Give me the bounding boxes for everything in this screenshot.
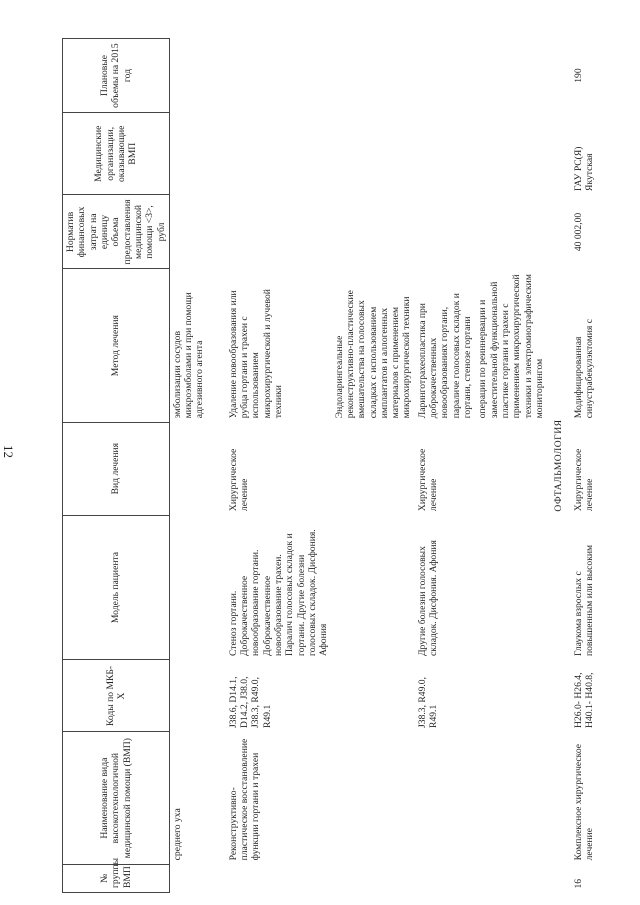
cell-volume (475, 39, 547, 113)
cell-volume: 190 (572, 68, 584, 83)
cell-name (475, 732, 547, 864)
cell-orgs (332, 113, 415, 195)
table-row (332, 39, 415, 893)
cell-treatment-type (169, 422, 207, 515)
cell-cost (332, 195, 415, 269)
cell-method: эмболизации сосудов микроэмболами и при помощи адгезивного агента (171, 292, 206, 419)
table-row (169, 39, 207, 893)
cell-cost (169, 195, 207, 269)
header-name: Наименование вида высокотехнологичной медицинской помощи (ВМП) (63, 732, 170, 864)
cell-name: Комплексное хирургическое лечение (572, 743, 595, 861)
section-row (547, 39, 570, 893)
cell-group (415, 864, 476, 892)
cell-orgs (226, 113, 332, 195)
header-model: Модель пациента (63, 515, 170, 660)
cell-model (332, 515, 415, 660)
table-row (415, 39, 476, 893)
header-orgs: Медицинские организации, оказывающие ВМП (63, 113, 170, 195)
cell-cost (415, 195, 476, 269)
cell-codes (169, 660, 207, 732)
cell-method: операции по реиннервации и заместительной функциональной пластике гортани и трахеи с применением микрохирургической техники и электромиографическим мониторингом (477, 274, 545, 419)
cell-name (332, 732, 415, 864)
cell-group (332, 864, 415, 892)
header-volume: Плановые объемы на 2015 год (63, 39, 170, 113)
header-cost: Норматив финансовых затрат на единицу объема предоставления медицинской помощи <3>, рубл (63, 195, 170, 269)
cell-method: Эндоларингеальные реконструктивно-пластические вмешательства на голосовых складках с использованием имплантатов и аллогенных материалов с применением микрохирургической техники (333, 290, 413, 419)
cell-model: Глаукома взрослых с повышенным или высоким (572, 544, 595, 656)
header-group: № группы ВМП (63, 864, 170, 892)
cell-codes: J38.3, R49.0, R49.1 (416, 677, 440, 728)
header-row (63, 39, 170, 893)
header-treatment-type: Вид лечения (63, 422, 170, 515)
cell-orgs (169, 113, 207, 195)
header-codes: Коды по МКБ-Х (63, 660, 170, 732)
section-title: ОФТАЛЬМОЛОГИЯ (553, 419, 565, 512)
cell-name (415, 732, 476, 864)
rotated-document (62, 38, 622, 893)
cell-name: Реконструктивно-пластическое восстановление функции гортани и трахеи (227, 738, 262, 861)
cell-group (169, 864, 207, 892)
cell-model (475, 515, 547, 660)
cell-codes (475, 660, 547, 732)
cell-name: среднего уха (171, 808, 183, 861)
cell-cost (475, 195, 547, 269)
cell-method: Модифицированная синустрабекулэктомия с (572, 319, 595, 419)
cell-codes: H26.0- H26.4, H40.1- H40.8, (572, 672, 595, 728)
spacer-row (208, 39, 226, 893)
header-method: Метод лечения (63, 269, 170, 422)
cell-cost: 40 002,00 (572, 212, 584, 252)
cell-method: Удаление новообразования или рубца гортани и трахеи с использованием микрохирургической и лучевой техники (227, 289, 284, 419)
cell-codes: J38.6, D14.1, D14.2, J38.0, J38.3, R49.0, R49.1 (227, 676, 273, 728)
cell-treatment-type: Хирургическое лечение (416, 448, 440, 512)
cell-orgs (475, 113, 547, 195)
table-row (475, 39, 547, 893)
cell-orgs: ГАУ РС(Я) Якутская (572, 146, 595, 191)
cell-model: Другие болезни голосовых складок. Дисфония. Афония (416, 540, 440, 656)
cell-orgs (415, 113, 476, 195)
table-row (571, 39, 598, 893)
cell-treatment-type: Хирургическое лечение (227, 448, 251, 512)
cell-volume (415, 39, 476, 113)
cell-group: 16 (572, 878, 584, 889)
cell-method: Ларинготрахеопластика при доброкачественных новообразованиях гортани, параличе голосовых складок и гортани, стенозе гортани (416, 293, 473, 419)
cell-volume (226, 39, 332, 113)
cell-model (169, 515, 207, 660)
cell-treatment-type (475, 422, 547, 515)
cell-group (226, 864, 332, 892)
table-row (226, 39, 332, 893)
vmp-table (62, 38, 597, 893)
cell-model: Стеноз гортани. Доброкачественное новообразование гортани. Доброкачественное новообразование трахеи. Паралич голосовых складок и гортани. Другие болезни голосовых складок. Дисфония. Афония (227, 529, 330, 656)
cell-group (475, 864, 547, 892)
cell-treatment-type: Хирургическое лечение (572, 448, 595, 512)
cell-volume (169, 39, 207, 113)
cell-cost (226, 195, 332, 269)
cell-treatment-type (332, 422, 415, 515)
document-body (62, 38, 622, 893)
page-number: 12 (1, 445, 16, 458)
cell-codes (332, 660, 415, 732)
cell-volume (332, 39, 415, 113)
